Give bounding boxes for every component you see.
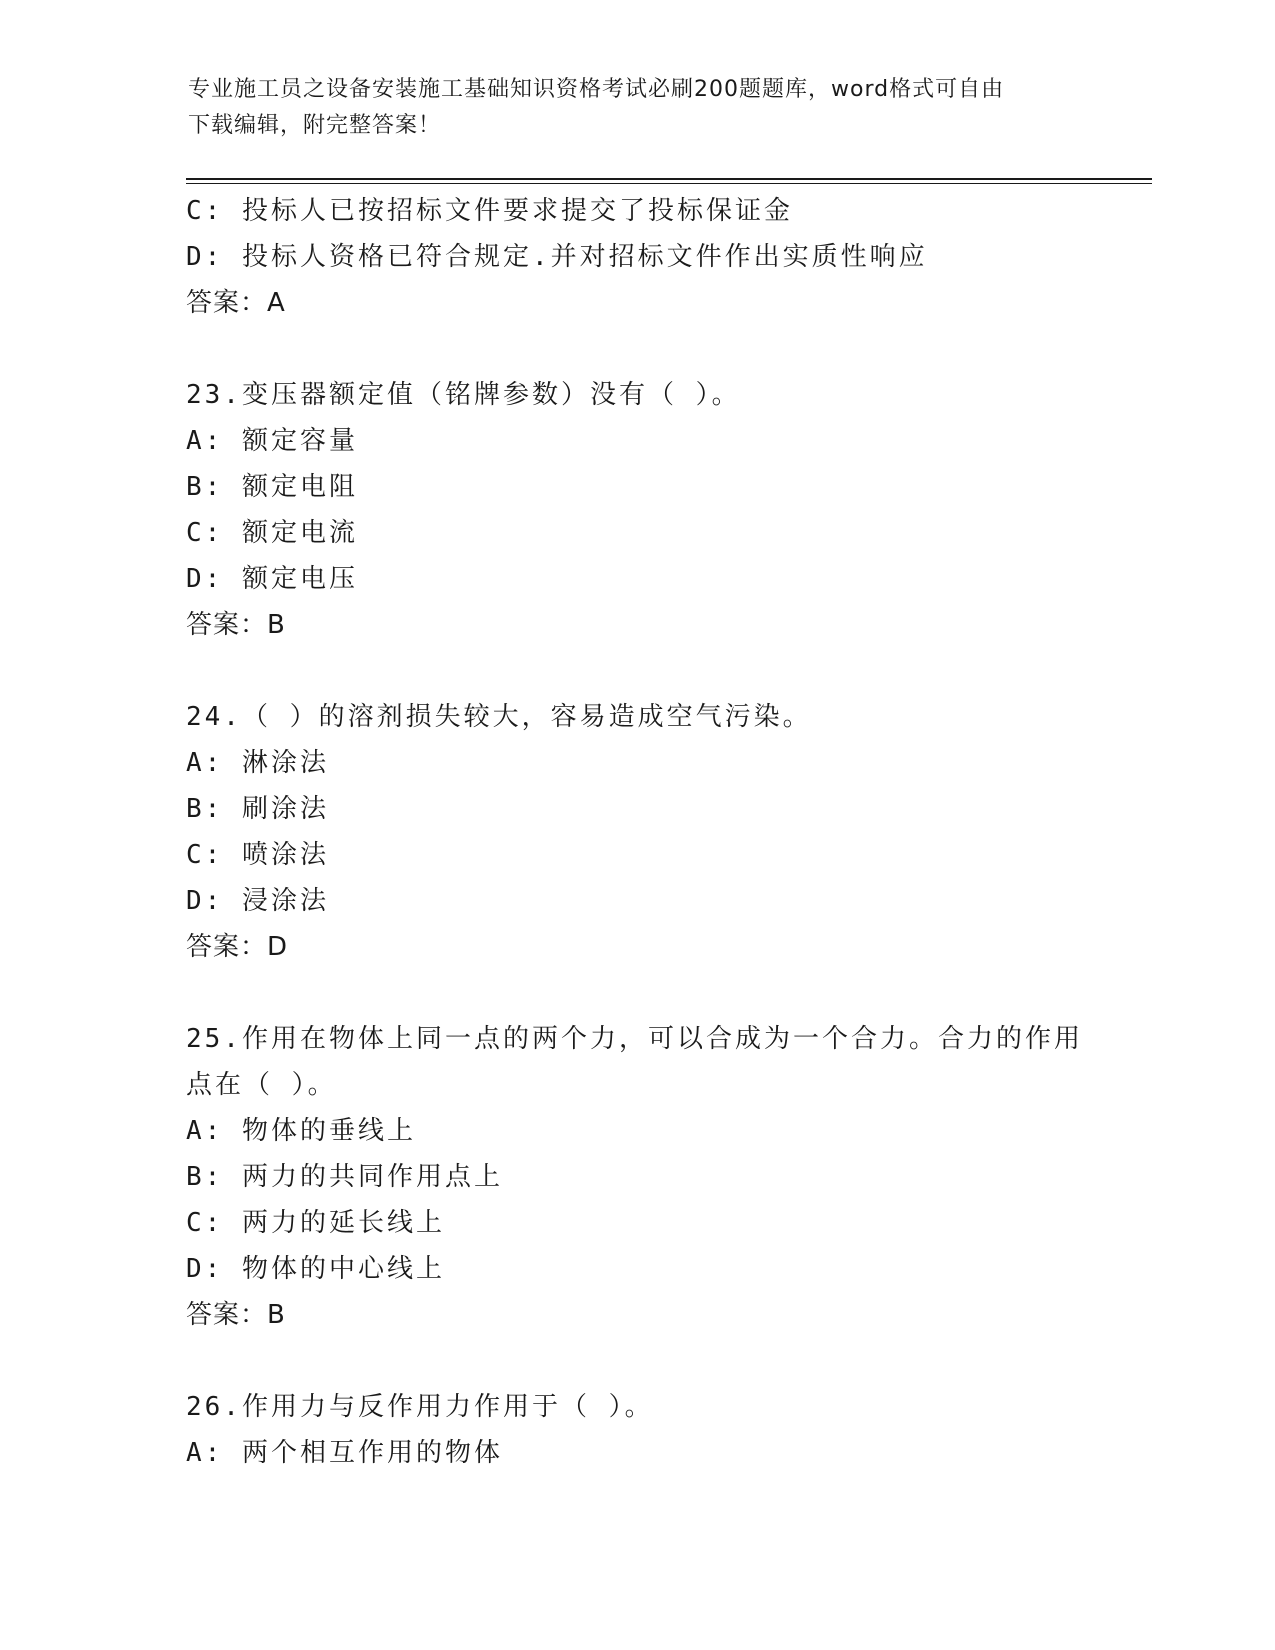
question-stem-25-line-2: 点在（ ）。 bbox=[186, 1070, 337, 1100]
question-stem-24: 24.（ ）的溶剂损失较大，容易造成空气污染。 bbox=[186, 702, 812, 732]
option-b: B: 额定电阻 bbox=[186, 472, 358, 502]
option-d: D: 投标人资格已符合规定.并对招标文件作出实质性响应 bbox=[186, 242, 928, 272]
spacer bbox=[186, 970, 1086, 1016]
option-a: A: 两个相互作用的物体 bbox=[186, 1438, 503, 1468]
option-c: C: 额定电流 bbox=[186, 518, 358, 548]
answer-label: 答案：D bbox=[186, 932, 289, 962]
option-d: D: 物体的中心线上 bbox=[186, 1254, 445, 1284]
answer-label: 答案：B bbox=[186, 1300, 286, 1330]
spacer bbox=[186, 326, 1086, 372]
option-c: C: 投标人已按招标文件要求提交了投标保证金 bbox=[186, 196, 793, 226]
question-stem-26: 26.作用力与反作用力作用于（ ）。 bbox=[186, 1392, 654, 1422]
question-stem-25-line-1: 25.作用在物体上同一点的两个力，可以合成为一个合力。合力的作用 bbox=[186, 1024, 1083, 1054]
option-d: D: 浸涂法 bbox=[186, 886, 329, 916]
answer-label: 答案：B bbox=[186, 610, 286, 640]
option-b: B: 两力的共同作用点上 bbox=[186, 1162, 503, 1192]
header-divider-thick bbox=[186, 178, 1152, 180]
document-header bbox=[188, 72, 1068, 144]
option-b: B: 刷涂法 bbox=[186, 794, 329, 824]
option-d: D: 额定电压 bbox=[186, 564, 358, 594]
header-divider-thin bbox=[186, 183, 1152, 184]
option-c: C: 两力的延长线上 bbox=[186, 1208, 445, 1238]
option-a: A: 淋涂法 bbox=[186, 748, 329, 778]
option-a: A: 物体的垂线上 bbox=[186, 1116, 416, 1146]
answer-label: 答案：A bbox=[186, 288, 286, 318]
question-list bbox=[186, 188, 1086, 1476]
header-line-1: 专业施工员之设备安装施工基础知识资格考试必刷200题题库，word格式可自由 bbox=[188, 77, 1005, 102]
spacer bbox=[186, 1338, 1086, 1384]
option-c: C: 喷涂法 bbox=[186, 840, 329, 870]
option-a: A: 额定容量 bbox=[186, 426, 358, 456]
question-stem-23: 23.变压器额定值（铭牌参数）没有（ ）。 bbox=[186, 380, 741, 410]
spacer bbox=[186, 648, 1086, 694]
header-line-2: 下载编辑，附完整答案！ bbox=[188, 113, 442, 138]
